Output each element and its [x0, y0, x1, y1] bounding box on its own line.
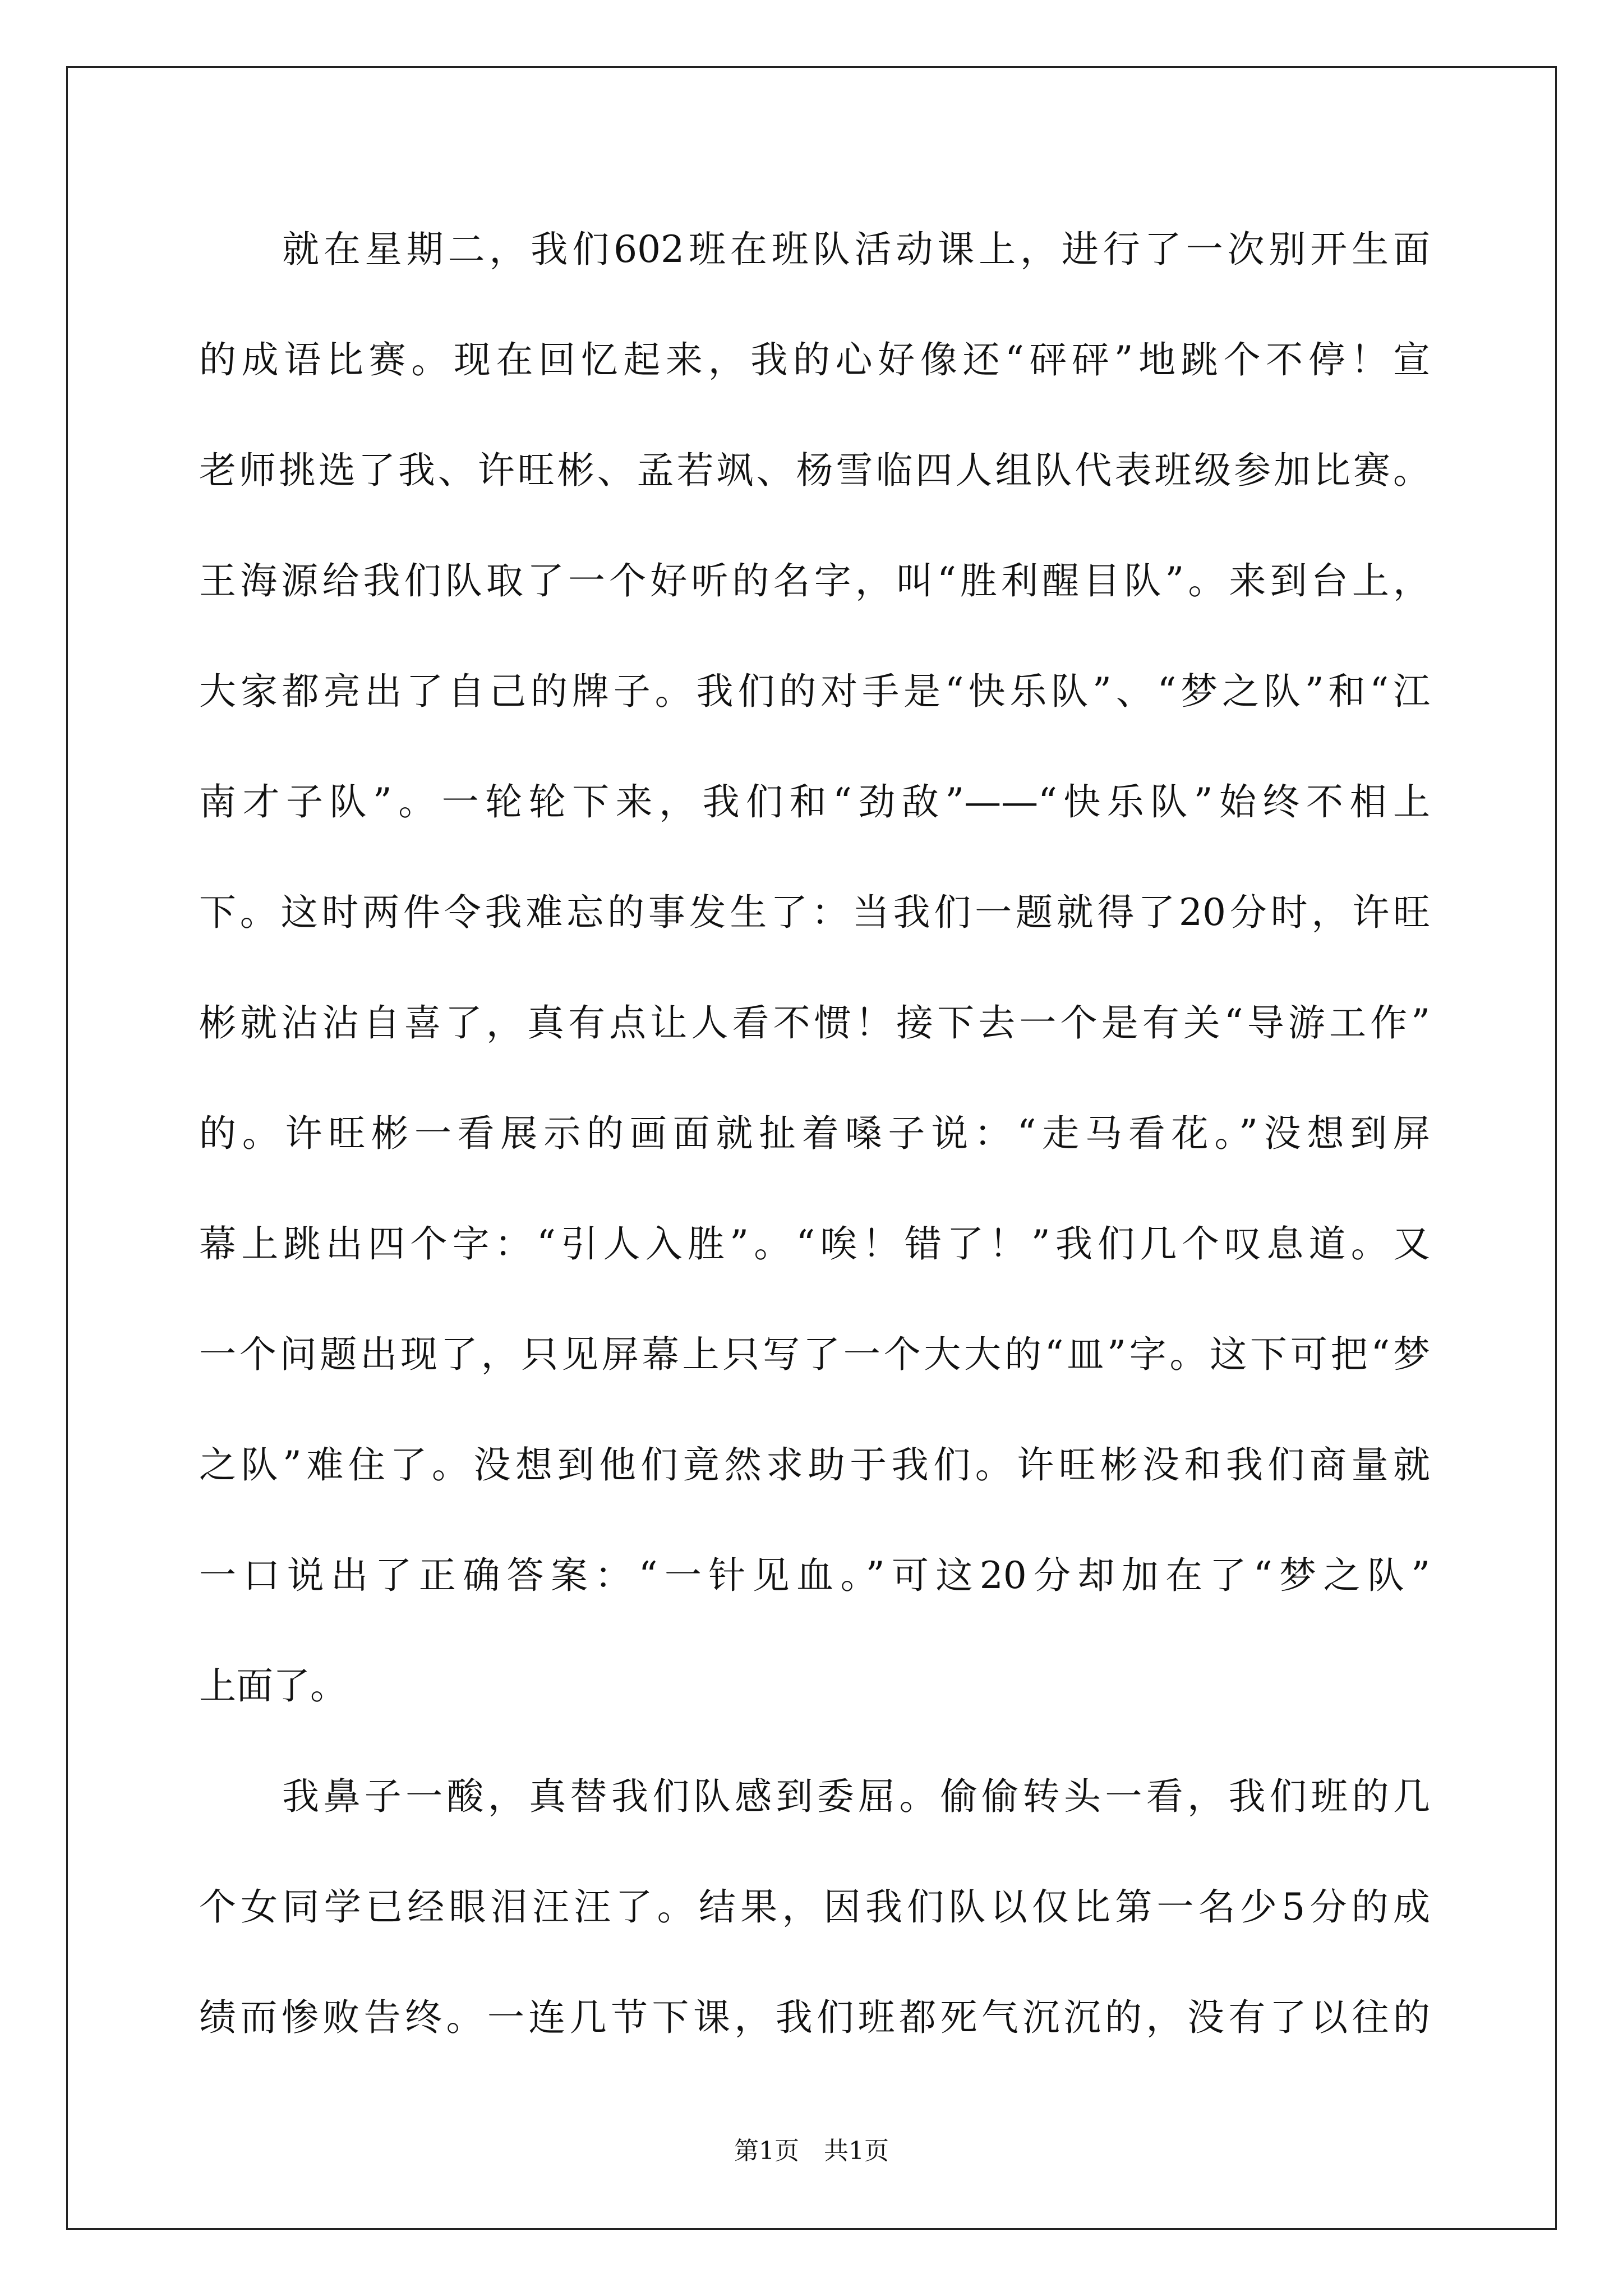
text-line: 大家都亮出了自己的牌子。我们的对手是“快乐队”、“梦之队”和“江	[199, 670, 1430, 713]
text-line: 的成语比赛。现在回忆起来，我的心好像还“砰砰”地跳个不停！宣	[199, 338, 1430, 381]
page-total: 共1页	[824, 2137, 889, 2165]
text-line: 一个问题出现了，只见屏幕上只写了一个大大的“皿”字。这下可把“梦	[199, 1333, 1430, 1376]
text-line: 彬就沾沾自喜了，真有点让人看不惯！接下去一个是有关“导游工作”	[199, 1001, 1430, 1045]
text-line: 上面了。	[199, 1664, 347, 1708]
text-line: 幕上跳出四个字：“引人入胜”。“唉！错了！”我们几个叹息道。又	[199, 1222, 1430, 1266]
text-line: 下。这时两件令我难忘的事发生了：当我们一题就得了20分时，许旺	[199, 891, 1430, 934]
text-line: 就在星期二，我们602班在班队活动课上，进行了一次别开生面	[282, 228, 1430, 271]
text-line: 王海源给我们队取了一个好听的名字，叫“胜利醒目队”。来到台上，	[199, 559, 1430, 602]
text-line: 南才子队”。一轮轮下来，我们和“劲敌”——“快乐队”始终不相上	[199, 780, 1430, 823]
text-line: 一口说出了正确答案：“一针见血。”可这20分却加在了“梦之队”	[199, 1554, 1430, 1597]
text-line: 我鼻子一酸，真替我们队感到委屈。偷偷转头一看，我们班的几	[282, 1775, 1430, 1818]
text-line: 个女同学已经眼泪汪汪了。结果，因我们队以仅比第一名少5分的成	[199, 1885, 1430, 1929]
text-line: 绩而惨败告终。一连几节下课，我们班都死气沉沉的，没有了以往的	[199, 1996, 1430, 2039]
page-footer	[0, 2136, 1623, 2166]
text-line: 之队”难住了。没想到他们竟然求助于我们。许旺彬没和我们商量就	[199, 1443, 1430, 1487]
page-number: 第1页	[734, 2137, 799, 2165]
text-line: 老师挑选了我、许旺彬、孟若飒、杨雪临四人组队代表班级参加比赛。	[199, 449, 1430, 492]
text-line: 的。许旺彬一看展示的画面就扯着嗓子说：“走马看花。”没想到屏	[199, 1112, 1430, 1155]
